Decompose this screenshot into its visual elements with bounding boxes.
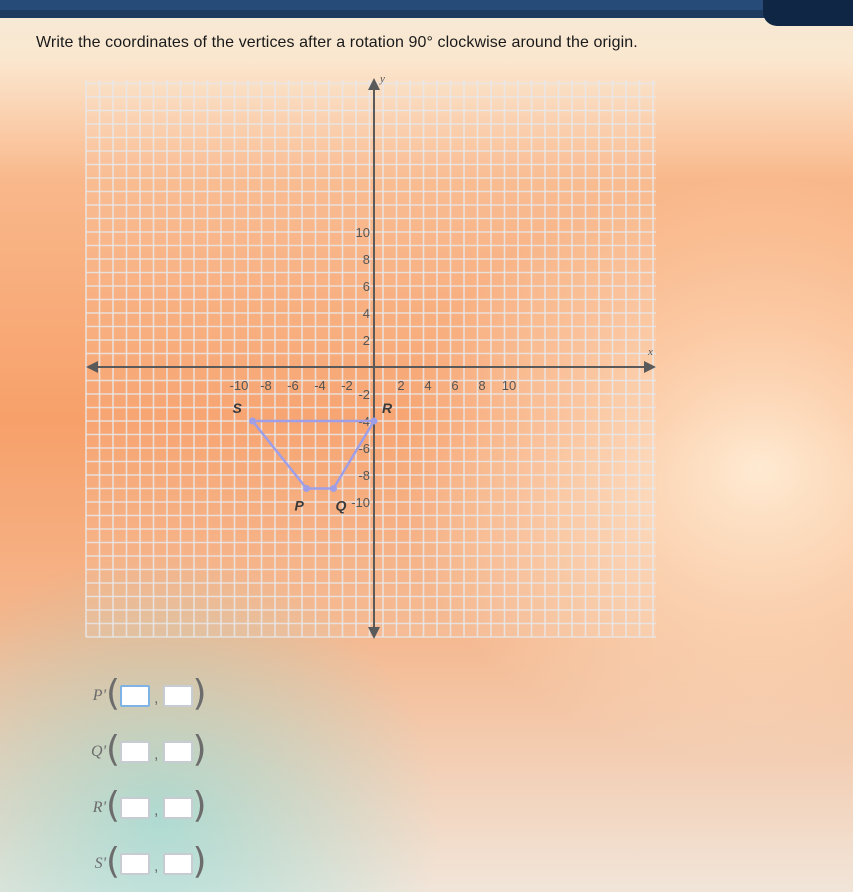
x-tick-label: 8 [478, 378, 486, 393]
p-prime-x-input[interactable] [120, 685, 150, 707]
q-prime-y-input[interactable] [163, 741, 193, 763]
vertex-p-point [303, 485, 310, 492]
y-tick-label: -8 [358, 468, 370, 483]
comma: , [154, 858, 159, 875]
y-tick-label: 6 [362, 279, 370, 294]
p-prime-y-input[interactable] [163, 685, 193, 707]
answer-label-p: P' [92, 687, 106, 704]
answer-label-q: Q' [91, 743, 106, 760]
y-tick-label: -2 [358, 387, 370, 402]
comma: , [154, 746, 159, 763]
x-tick-label: 6 [451, 378, 459, 393]
q-prime-x-input[interactable] [120, 741, 150, 763]
open-paren: ( [106, 673, 121, 714]
open-paren: ( [106, 785, 121, 826]
y-tick-label: -6 [358, 441, 370, 456]
r-prime-y-input[interactable] [163, 797, 193, 819]
vertex-r-label: R [382, 400, 393, 416]
vertex-s-point [249, 418, 256, 425]
question-text: Write the coordinates of the vertices after a rotation 90° clockwise around the origin. [36, 34, 638, 51]
s-prime-x-input[interactable] [120, 853, 150, 875]
y-tick-label: 4 [362, 306, 370, 321]
s-prime-y-input[interactable] [163, 853, 193, 875]
answer-label-r: R' [92, 799, 106, 816]
comma: , [154, 690, 159, 707]
vertex-s-label: S [232, 400, 242, 416]
answer-label-s: S' [94, 855, 106, 872]
x-tick-label: -4 [314, 378, 326, 393]
y-tick-label: 10 [355, 225, 370, 240]
answer-row-p [84, 673, 264, 716]
r-prime-x-input[interactable] [120, 797, 150, 819]
answer-row-r [84, 785, 264, 828]
grid-lines [86, 80, 656, 637]
x-tick-label: -8 [260, 378, 272, 393]
close-paren: ) [192, 729, 207, 770]
vertex-q-point [330, 485, 337, 492]
x-tick-label: -2 [341, 378, 353, 393]
comma: , [154, 802, 159, 819]
close-paren: ) [192, 785, 207, 826]
x-tick-label: 4 [424, 378, 432, 393]
vertex-p-label: P [294, 497, 304, 514]
answer-row-q [84, 729, 264, 772]
x-axis-label: x [648, 346, 653, 358]
vertex-r-point [371, 418, 378, 425]
open-paren: ( [106, 841, 121, 882]
y-tick-label: -4 [358, 414, 370, 429]
close-paren: ) [192, 841, 207, 882]
y-tick-label: -10 [351, 495, 370, 510]
y-tick-label: 8 [362, 252, 370, 267]
x-tick-label: 2 [397, 378, 405, 393]
grid-background [86, 80, 656, 637]
x-tick-label: -10 [229, 378, 249, 393]
y-axis-label: y [380, 73, 385, 85]
x-tick-label: 10 [501, 378, 517, 393]
answer-row-s [84, 841, 264, 884]
x-tick-label: -6 [287, 378, 299, 393]
vertex-q-label: Q [335, 497, 347, 514]
open-paren: ( [106, 729, 121, 770]
y-tick-label: 2 [362, 333, 370, 348]
close-paren: ) [192, 673, 207, 714]
